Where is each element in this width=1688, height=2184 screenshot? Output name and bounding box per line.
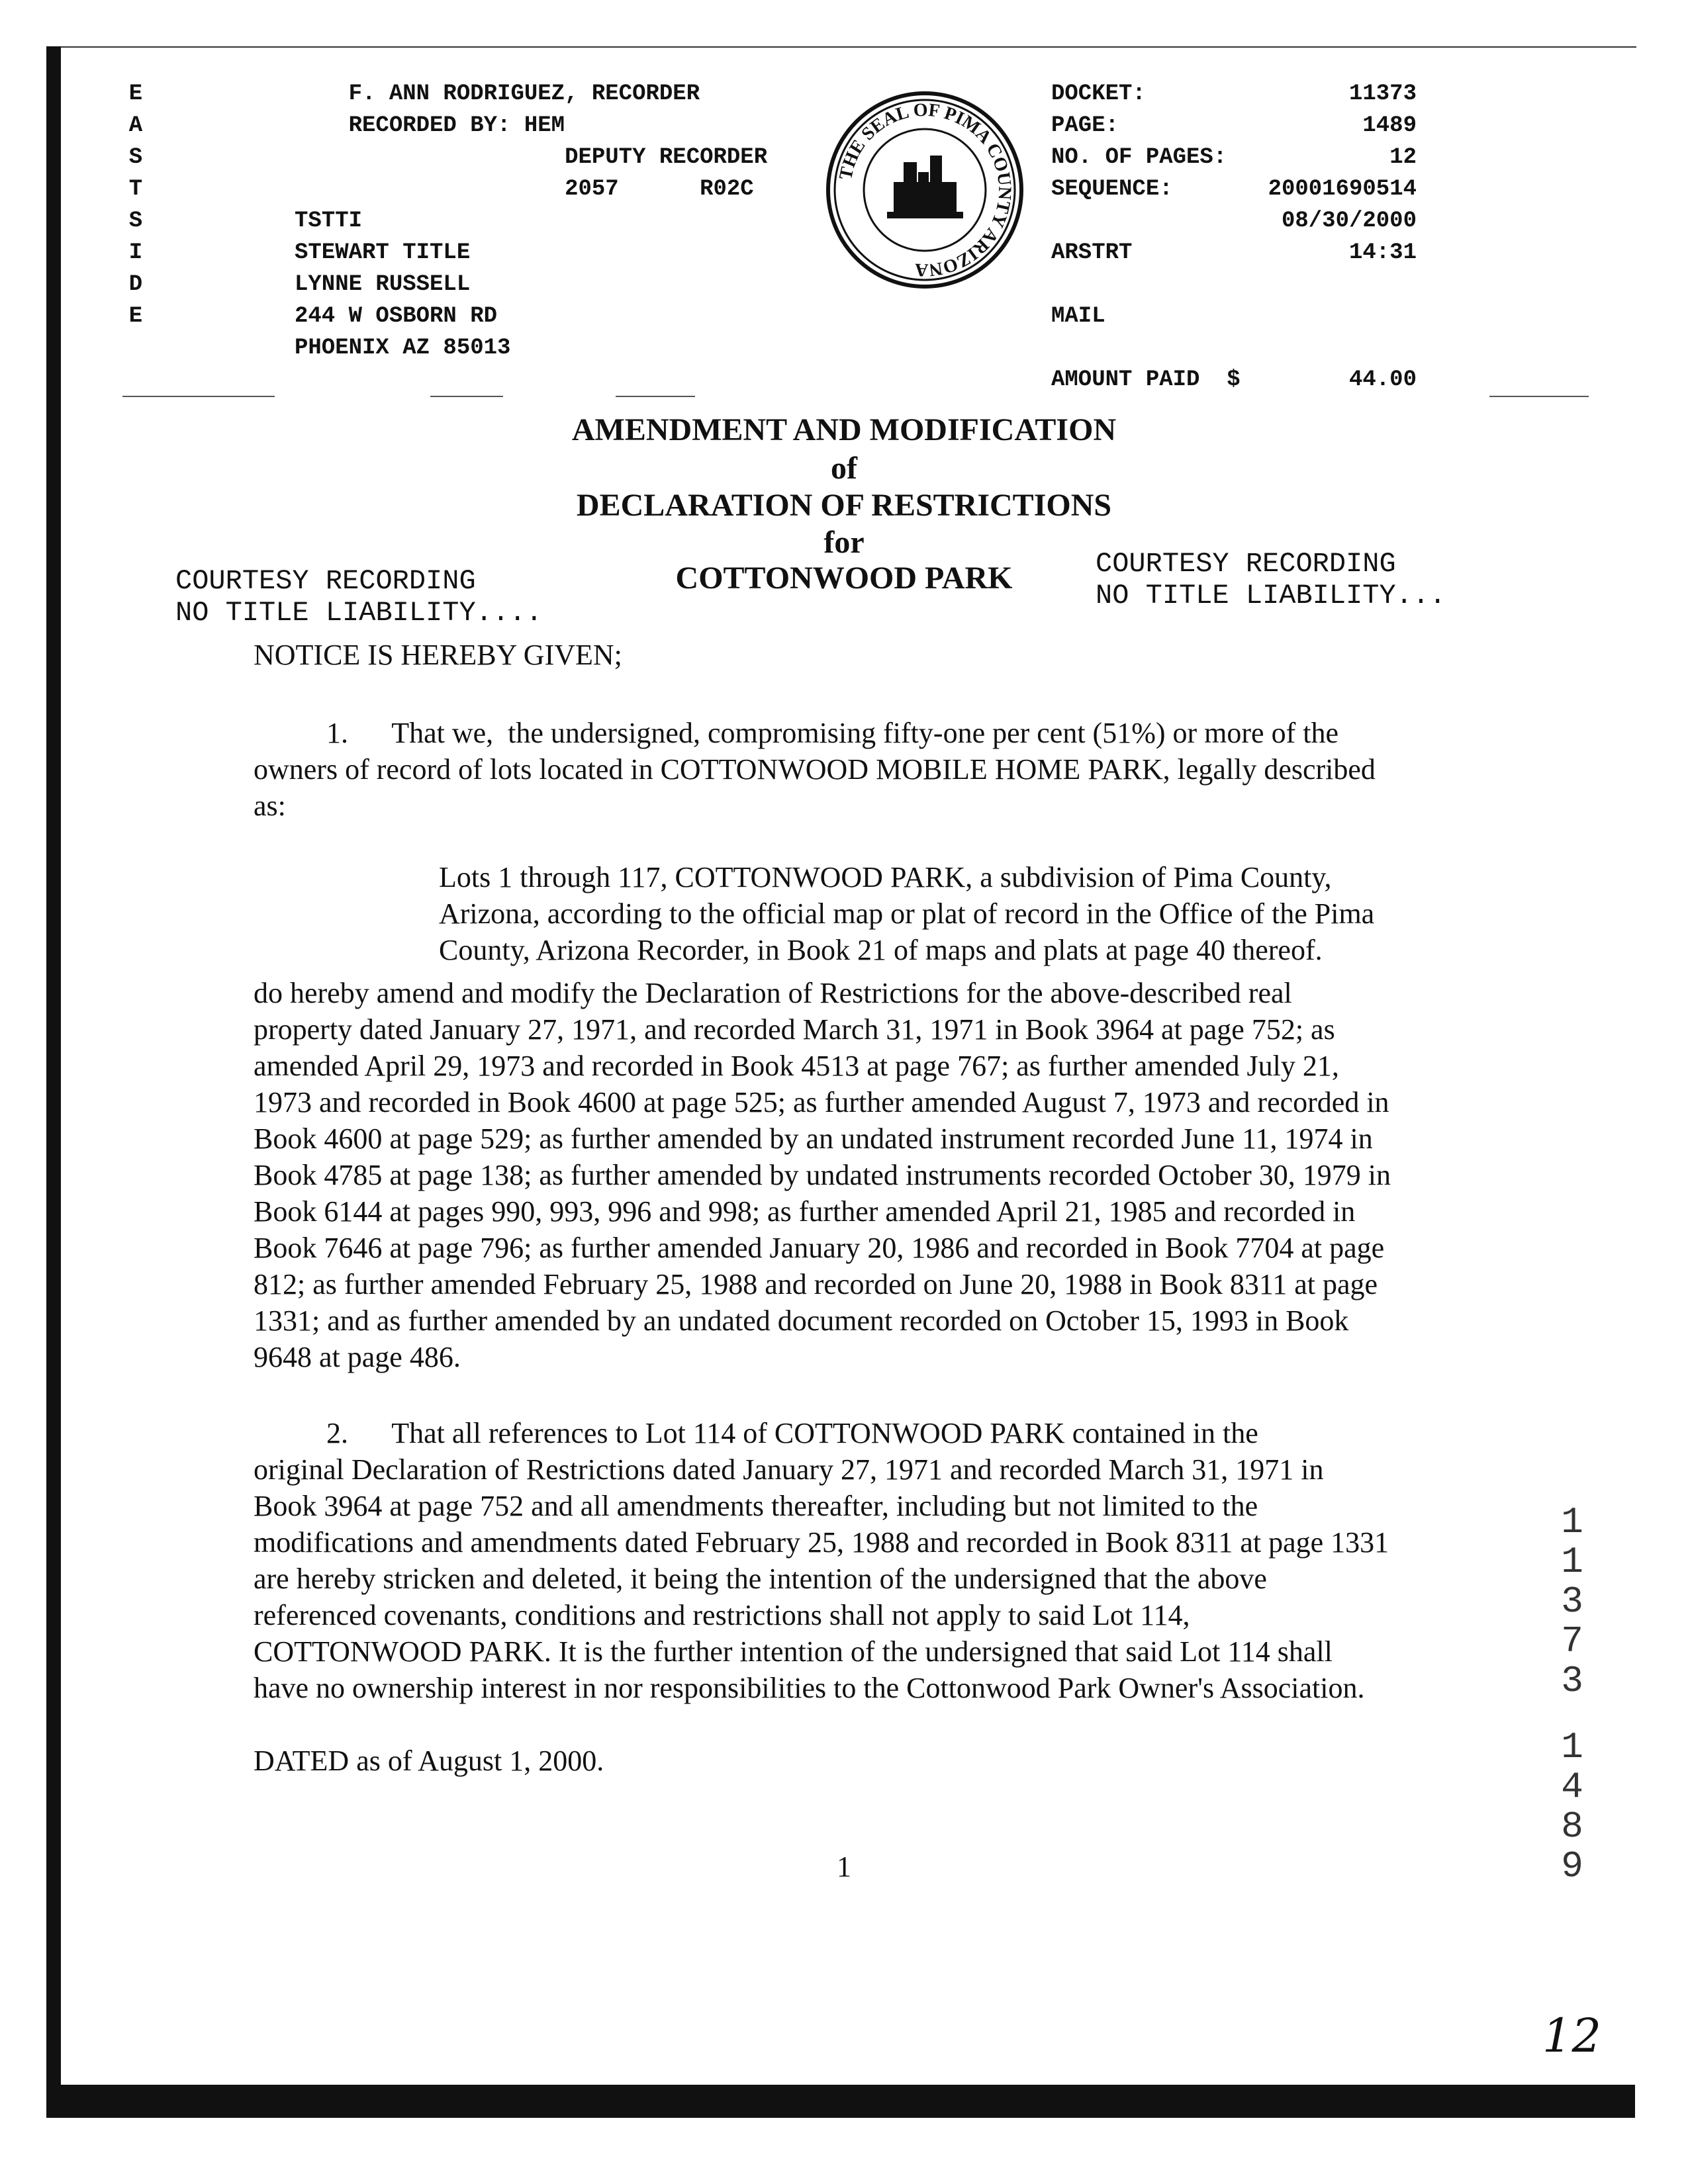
paragraph-line: as: [254,790,286,822]
stamp-digit: 1 [1561,1541,1583,1583]
legal-line: County, Arizona Recorder, in Book 21 of maps and plats at page 40 thereof. [439,934,1323,966]
paragraph-line: original Declaration of Restrictions dated January 27, 1971 and recorded March 31, 1971 in [254,1453,1324,1486]
blank-label [1051,205,1241,237]
separator-fragment [1489,396,1589,397]
paragraph-line: 2. That all references to Lot 114 of COTTONWOOD PARK contained in the [254,1417,1258,1449]
paragraph-line: modifications and amendments dated February 25, 1988 and recorded in Book 8311 at page 1331 [254,1526,1389,1559]
recorder-line: RECORDED BY: HEM [295,113,565,138]
sequence-value: 20001690514 [1268,177,1417,202]
no-of-pages-label: NO. OF PAGES: [1051,145,1227,170]
side-letter: E [128,304,143,329]
stamp-digit: 1 [1561,1501,1583,1543]
document-title-line3: DECLARATION OF RESTRICTIONS [576,488,1112,523]
separator-fragment [122,396,275,397]
docket-label: DOCKET: [1051,81,1146,107]
amend-line: property dated January 27, 1971, and recorded March 31, 1971 in Book 3964 at page 752; as [254,1013,1335,1046]
amend-line: 812; as further amended February 25, 1988 and recorded on June 20, 1988 in Book 8311 at page [254,1268,1378,1300]
courtesy-stamp-left-line2: NO TITLE LIABILITY.... [175,597,543,629]
amount-paid-value: 44.00 [1348,367,1417,392]
courtesy-stamp-right-line2: NO TITLE LIABILITY... [1096,580,1446,612]
stamp-digit: 1 [1561,1726,1583,1768]
paragraph-line: 1. That we, the undersigned, compromising fifty-one per cent (51%) or more of the [254,717,1338,749]
side-letter: D [128,272,143,297]
stamp-gap [1556,1701,1589,1727]
arstrt-label: ARSTRT [1051,240,1133,265]
stamp-digit: 4 [1561,1766,1583,1808]
side-letter: T [128,177,143,202]
amount-paid-label: AMOUNT PAID $ [1051,367,1241,392]
amend-line: amended April 29, 1973 and recorded in Book 4513 at page 767; as further amended July 21, [254,1050,1339,1082]
paragraph-1 [254,715,1472,824]
amend-line: Book 4785 at page 138; as further amended by undated instruments recorded October 30, 1979 in [254,1159,1391,1191]
amend-line: 1331; and as further amended by an undated document recorded on October 15, 1993 in Book [254,1304,1349,1337]
recorder-line: 244 W OSBORN RD [295,304,498,329]
svg-text:THE SEAL OF PIMA COUNTY ARIZON: THE SEAL OF PIMA COUNTY ARIZONA [835,99,1015,281]
courtesy-stamp-left-line1: COURTESY RECORDING [175,565,476,597]
blank-label [1051,269,1241,300]
pima-county-seal-icon [824,89,1026,291]
separator-fragment [616,396,695,397]
legal-description [439,859,1458,968]
recorder-line: 2057 R02C [295,177,754,202]
paragraph-line: Book 3964 at page 752 and all amendments thereafter, including but not limited to the [254,1490,1258,1522]
legal-line: Lots 1 through 117, COTTONWOOD PARK, a subdivision of Pima County, [439,861,1332,893]
handwritten-page-count: 12 [1542,2009,1602,2063]
amendment-paragraph [254,975,1472,1375]
side-letter: S [128,145,143,170]
document-title-line5: COTTONWOOD PARK [675,561,1013,596]
side-letter: S [128,208,143,234]
recorder-line: PHOENIX AZ 85013 [295,336,511,361]
paragraph-line: COTTONWOOD PARK. It is the further intention of the undersigned that said Lot 114 shall [254,1635,1333,1668]
blank-value [1238,300,1417,332]
legal-line: Arizona, according to the official map or plat of record in the Office of the Pima [439,897,1375,930]
paragraph-line: owners of record of lots located in COTTONWOOD MOBILE HOME PARK, legally described [254,753,1376,786]
paragraph-line: have no ownership interest in nor responsibilities to the Cottonwood Park Owner's Association. [254,1672,1365,1704]
scan-border-left [46,46,61,2118]
side-letter: A [128,113,143,138]
amend-line: do hereby amend and modify the Declaration of Restrictions for the above-described real [254,977,1292,1009]
document-title-line1: AMENDMENT AND MODIFICATION [571,412,1117,447]
time-value: 14:31 [1348,240,1417,265]
page-number: 1 [837,1850,851,1883]
no-of-pages-value: 12 [1389,145,1417,170]
document-title-line4: for [823,525,865,560]
amend-line: Book 7646 at page 796; as further amended January 20, 1986 and recorded in Book 7704 at page [254,1232,1385,1264]
document-title-line2: of [831,451,857,486]
recorder-line: DEPUTY RECORDER [295,145,768,170]
blank-value [1238,269,1417,300]
separator-fragment [430,396,503,397]
scan-border-top [61,46,1636,48]
date-value: 08/30/2000 [1281,208,1417,234]
paragraph-2 [254,1415,1472,1706]
side-letter: I [128,240,143,265]
page-value: 1489 [1362,113,1417,138]
amend-line: 9648 at page 486. [254,1341,461,1373]
amend-line: Book 4600 at page 529; as further amended by an undated instrument recorded June 11, 1974 in [254,1122,1373,1155]
notice-heading: NOTICE IS HEREBY GIVEN; [254,639,622,671]
recorder-line: TSTTI [295,208,363,234]
docket-labels [1051,78,1241,396]
amend-line: 1973 and recorded in Book 4600 at page 525; as further amended August 7, 1973 and recorded in [254,1086,1389,1118]
scan-border-bottom [46,2085,1635,2118]
margin-docket-stamp [1556,1502,1589,1886]
recorder-info-block [295,78,767,364]
recorder-line: F. ANN RODRIGUEZ, RECORDER [295,81,700,107]
blank-value [1238,332,1417,364]
stamp-digit: 3 [1561,1580,1583,1623]
mail-label: MAIL [1051,304,1105,329]
docket-value: 11373 [1348,81,1417,107]
stamp-digit: 9 [1561,1845,1583,1888]
paragraph-line: are hereby stricken and deleted, it being the intention of the undersigned that the above [254,1563,1267,1595]
page-label: PAGE: [1051,113,1119,138]
recorder-line: LYNNE RUSSELL [295,272,471,297]
recorder-line: STEWART TITLE [295,240,471,265]
eastside-vertical-label [122,78,149,332]
sequence-label: SEQUENCE: [1051,177,1173,202]
stamp-digit: 8 [1561,1805,1583,1848]
courtesy-stamp-right-line1: COURTESY RECORDING [1096,548,1396,580]
side-letter: E [128,81,143,107]
stamp-digit: 7 [1561,1620,1583,1662]
amend-line: Book 6144 at pages 990, 993, 996 and 998; as further amended April 21, 1985 and recorded in [254,1195,1356,1228]
paragraph-line: referenced covenants, conditions and restrictions shall not apply to said Lot 114, [254,1599,1190,1631]
dated-line: DATED as of August 1, 2000. [254,1745,604,1777]
stamp-digit: 3 [1561,1660,1583,1702]
blank-label [1051,332,1241,364]
docket-values [1238,78,1417,396]
